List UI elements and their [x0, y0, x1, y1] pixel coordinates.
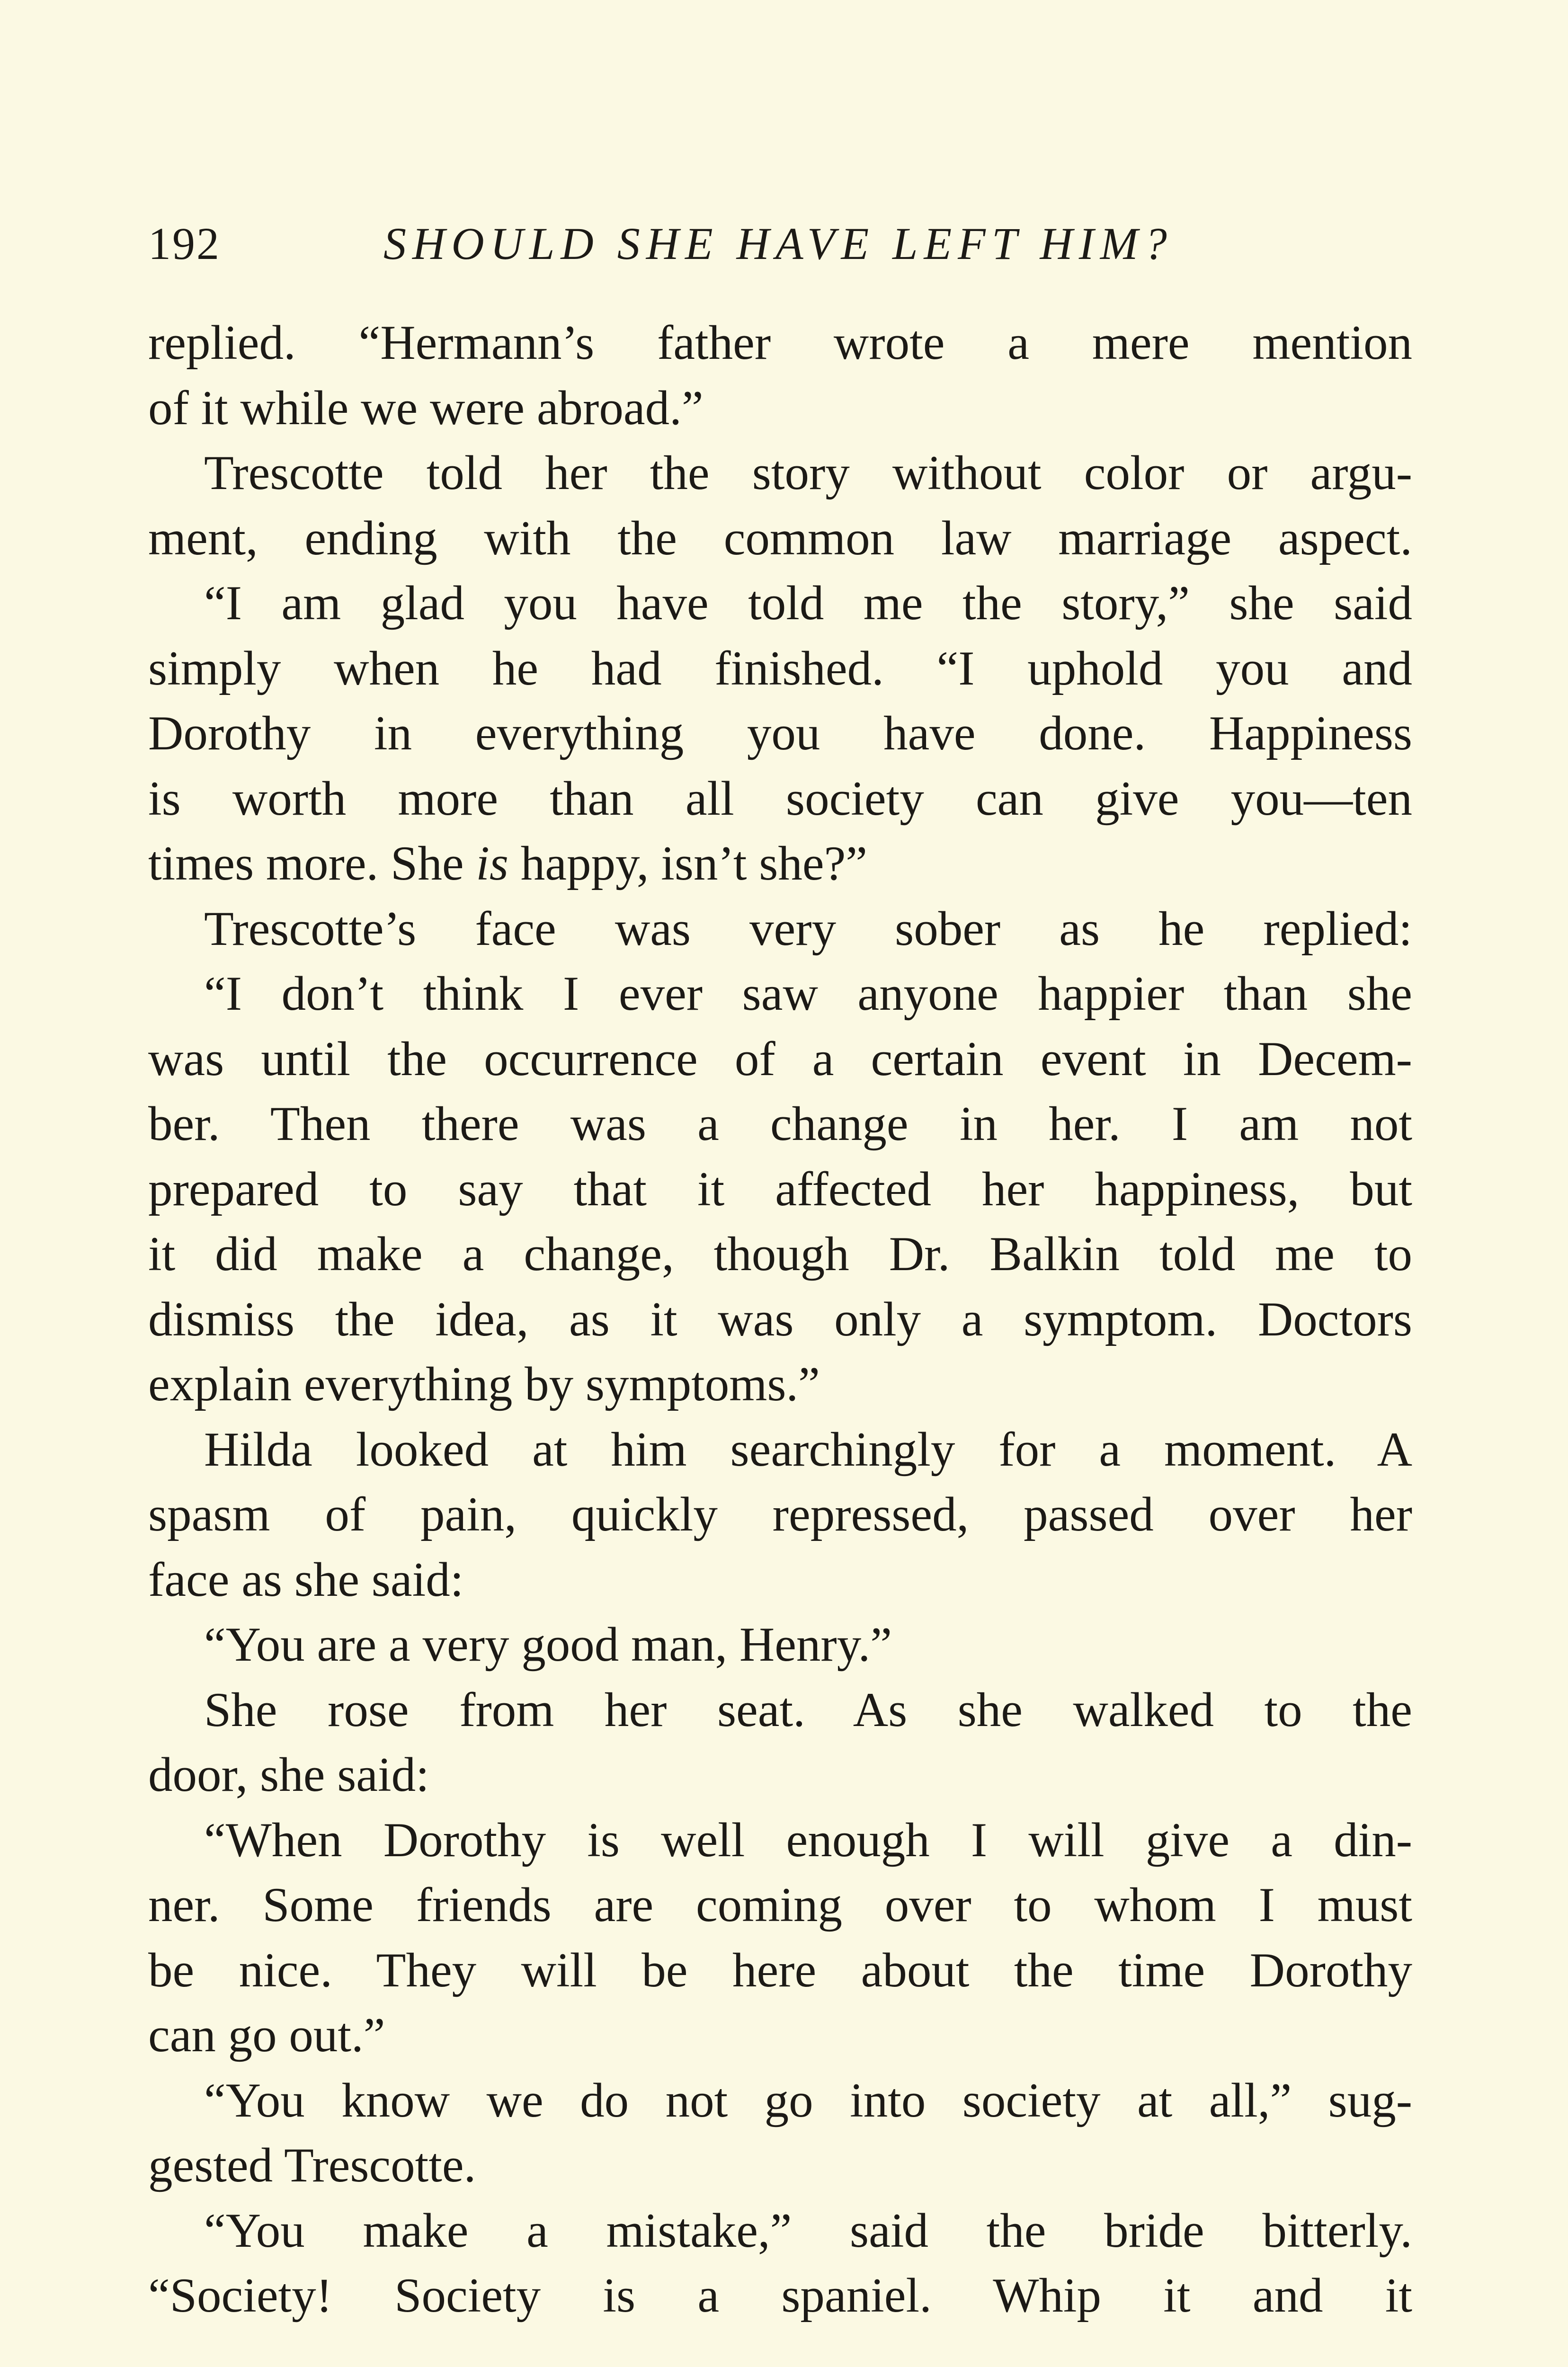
running-title: SHOULD SHE HAVE LEFT HIM? — [383, 218, 1173, 269]
emphasis: is — [476, 836, 508, 890]
text-line: times more. She is happy, isn’t she?” — [148, 836, 868, 890]
text-line: of it while we were abroad.” — [148, 381, 704, 435]
page-header — [148, 208, 1412, 279]
text-line: ner. Some friends are coming over to whom I must — [148, 1878, 1412, 1932]
text-line: Hilda looked at him searchingly for a moment. A — [204, 1422, 1412, 1477]
text-line: explain everything by symptoms.” — [148, 1357, 820, 1411]
text-line: spasm of pain, quickly repressed, passed over her — [148, 1487, 1412, 1541]
text-line: dismiss the idea, as it was only a symptom. Doctors — [148, 1292, 1412, 1346]
text-line: “When Dorothy is well enough I will give a din- — [204, 1813, 1412, 1867]
text-line: “You make a mistake,” said the bride bitterly. — [204, 2203, 1412, 2258]
text-line: it did make a change, though Dr. Balkin told me to — [148, 1227, 1412, 1281]
body-text — [148, 311, 1412, 2329]
text-line: “Society! Society is a spaniel. Whip it and it — [148, 2269, 1412, 2323]
text-line: “You are a very good man, Henry.” — [204, 1618, 892, 1672]
text-line: replied. “Hermann’s father wrote a mere mention — [148, 316, 1412, 370]
text-line: gested Trescotte. — [148, 2138, 476, 2192]
text-line: She rose from her seat. As she walked to the — [204, 1682, 1412, 1737]
text-line: Trescotte told her the story without color or argu- — [204, 446, 1412, 500]
text-line: be nice. They will be here about the time Dorothy — [148, 1943, 1412, 1997]
text-line: was until the occurrence of a certain event in Decem- — [148, 1032, 1412, 1086]
text-line: ment, ending with the common law marriage aspect. — [148, 511, 1412, 565]
text-line: door, she said: — [148, 1748, 429, 1802]
text-line: ber. Then there was a change in her. I am not — [148, 1097, 1412, 1151]
text-line: “You know we do not go into society at all,” sug- — [204, 2073, 1412, 2127]
text-line: “I don’t think I ever saw anyone happier than she — [204, 967, 1412, 1021]
text-line: “I am glad you have told me the story,” she said — [204, 576, 1412, 630]
text-line: simply when he had finished. “I uphold you and — [148, 641, 1412, 695]
text-line: Dorothy in everything you have done. Happiness — [148, 706, 1412, 760]
text-line: prepared to say that it affected her happiness, but — [148, 1162, 1412, 1216]
text-line: Trescotte’s face was very sober as he replied: — [204, 901, 1412, 956]
page-number: 192 — [148, 218, 221, 269]
text-line: is worth more than all society can give you—ten — [148, 771, 1412, 826]
text-line: can go out.” — [148, 2008, 385, 2062]
text-line: face as she said: — [148, 1552, 464, 1607]
